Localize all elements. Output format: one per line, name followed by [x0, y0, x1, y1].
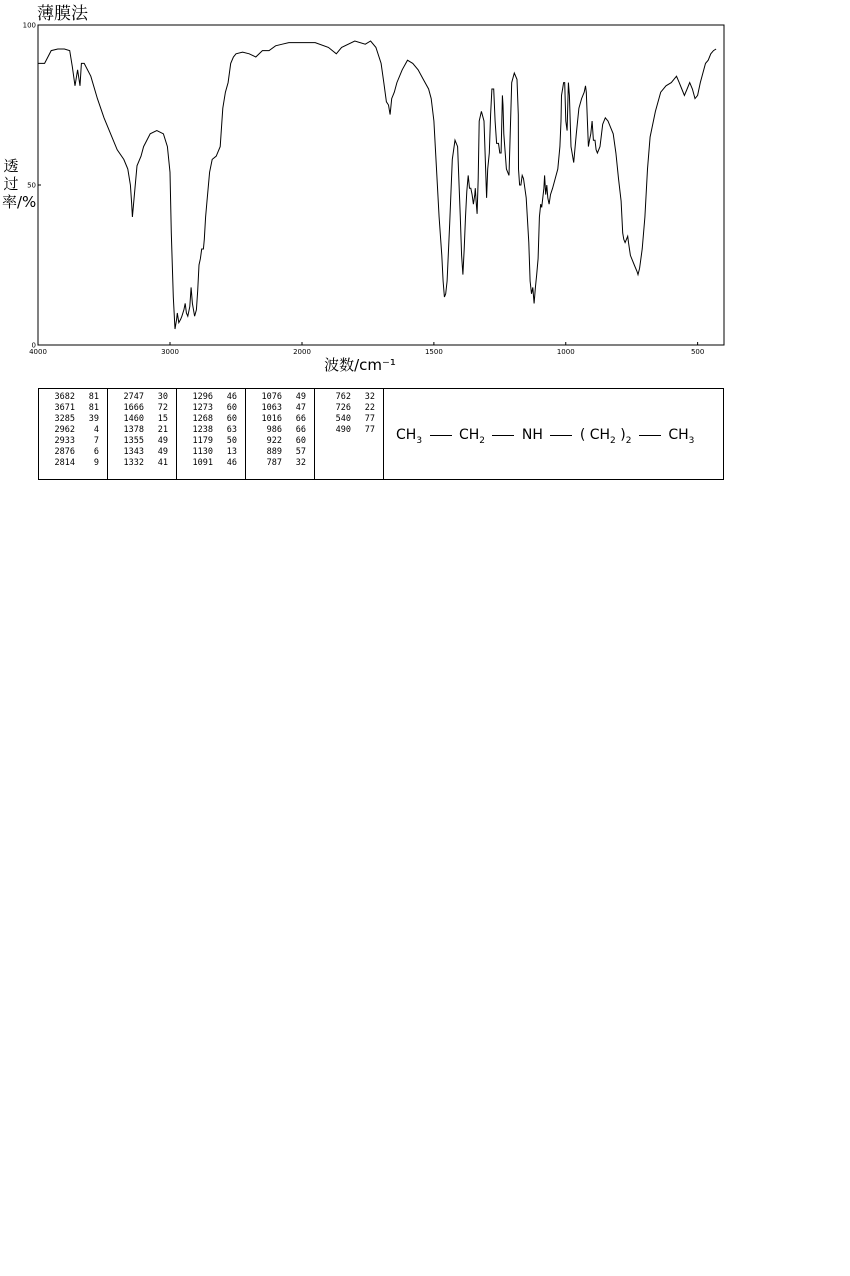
bond-line — [492, 435, 514, 436]
peak-transmittance: 15 — [157, 414, 168, 424]
peak-wavenumber: 1130 — [192, 447, 213, 457]
peak-transmittance: 77 — [364, 414, 375, 424]
peak-transmittance: 6 — [93, 447, 99, 457]
peak-row — [246, 414, 314, 425]
peak-wavenumber: 1332 — [123, 458, 144, 468]
peak-row — [177, 436, 245, 447]
peak-column — [177, 389, 246, 479]
peak-transmittance: 66 — [295, 425, 306, 435]
methylene-group: $CH_2$ — [458, 427, 485, 446]
peak-row — [177, 458, 245, 469]
peak-row — [246, 403, 314, 414]
peak-transmittance: 39 — [88, 414, 99, 424]
peak-row — [177, 403, 245, 414]
peak-row — [246, 447, 314, 458]
peak-wavenumber: 2933 — [54, 436, 75, 446]
peak-row — [39, 425, 107, 436]
peak-row — [246, 436, 314, 447]
peak-transmittance: 49 — [157, 436, 168, 446]
peak-wavenumber: 1016 — [261, 414, 282, 424]
method-label: 薄膜法 — [37, 4, 88, 24]
peak-row — [177, 414, 245, 425]
peak-column — [39, 389, 108, 479]
x-tick-label: 4000 — [29, 348, 47, 356]
peak-transmittance: 7 — [93, 436, 99, 446]
ir-spectrum-chart — [0, 0, 850, 380]
methyl-group: $CH_3$ — [396, 427, 423, 446]
peak-row — [177, 425, 245, 436]
peak-transmittance: 60 — [226, 403, 237, 413]
peak-row — [246, 392, 314, 403]
peak-row — [177, 392, 245, 403]
peak-wavenumber: 787 — [266, 458, 282, 468]
peak-table — [38, 388, 724, 480]
peak-row — [315, 403, 383, 414]
terminal-methyl-group: $CH_3$ — [668, 427, 695, 446]
peak-wavenumber: 1296 — [192, 392, 213, 402]
x-tick-label: 2000 — [293, 348, 311, 356]
peak-transmittance: 72 — [157, 403, 168, 413]
peak-transmittance: 46 — [226, 458, 237, 468]
bond-line — [550, 435, 572, 436]
peak-transmittance: 49 — [157, 447, 168, 457]
peak-transmittance: 60 — [226, 414, 237, 424]
peak-wavenumber: 540 — [335, 414, 351, 424]
peak-row — [39, 414, 107, 425]
peak-transmittance: 9 — [93, 458, 99, 468]
peak-wavenumber: 889 — [266, 447, 282, 457]
peak-row — [108, 403, 176, 414]
peak-wavenumber: 1179 — [192, 436, 213, 446]
peak-column — [108, 389, 177, 479]
propylene-chain: ( $CH_2$ )$_2$ — [579, 427, 632, 446]
peak-wavenumber: 1343 — [123, 447, 144, 457]
y-axis-label: 透过率/% — [2, 157, 37, 211]
y-tick-label: 50 — [27, 181, 36, 190]
peak-row — [39, 458, 107, 469]
peak-column — [315, 389, 384, 479]
peak-wavenumber: 1378 — [123, 425, 144, 435]
peak-wavenumber: 3682 — [54, 392, 75, 402]
peak-row — [108, 392, 176, 403]
peak-row — [177, 447, 245, 458]
peak-transmittance: 60 — [295, 436, 306, 446]
peak-wavenumber: 1091 — [192, 458, 213, 468]
peak-wavenumber: 3671 — [54, 403, 75, 413]
peak-transmittance: 4 — [93, 425, 99, 435]
peak-row — [108, 447, 176, 458]
x-tick-label: 1500 — [424, 348, 443, 356]
peak-transmittance: 46 — [226, 392, 237, 402]
peak-row — [246, 425, 314, 436]
transmittance-series-line — [38, 41, 716, 329]
peak-wavenumber: 2747 — [123, 392, 144, 402]
peak-column — [246, 389, 315, 479]
peak-transmittance: 63 — [226, 425, 237, 435]
peak-wavenumber: 2876 — [54, 447, 75, 457]
peak-row — [246, 458, 314, 469]
peak-transmittance: 32 — [364, 392, 375, 402]
peak-transmittance: 32 — [295, 458, 306, 468]
peak-row — [315, 425, 383, 436]
peak-transmittance: 22 — [364, 403, 375, 413]
peak-wavenumber: 490 — [335, 425, 351, 435]
peak-wavenumber: 986 — [266, 425, 282, 435]
peak-transmittance: 49 — [295, 392, 306, 402]
plot-frame — [38, 25, 724, 345]
bond-line — [639, 435, 661, 436]
peak-transmittance: 77 — [364, 425, 375, 435]
peak-row — [39, 436, 107, 447]
peak-wavenumber: 1273 — [192, 403, 213, 413]
structure-cell — [384, 389, 723, 479]
x-tick-label: 500 — [690, 348, 705, 356]
peak-wavenumber: 2962 — [54, 425, 75, 435]
peak-wavenumber: 2814 — [54, 458, 75, 468]
peak-transmittance: 81 — [88, 392, 99, 402]
peak-wavenumber: 726 — [335, 403, 351, 413]
peak-transmittance: 66 — [295, 414, 306, 424]
bond-line — [430, 435, 452, 436]
peak-transmittance: 21 — [157, 425, 168, 435]
peak-row — [108, 458, 176, 469]
y-tick-label: 0 — [31, 341, 36, 350]
peak-transmittance: 81 — [88, 403, 99, 413]
peak-wavenumber: 1268 — [192, 414, 213, 424]
peak-row — [39, 403, 107, 414]
peak-transmittance: 13 — [226, 447, 237, 457]
amine-group: NH — [521, 427, 543, 443]
peak-wavenumber: 922 — [266, 436, 282, 446]
structural-formula — [396, 427, 694, 446]
y-tick-label: 100 — [22, 21, 36, 30]
x-tick-label: 3000 — [161, 348, 179, 356]
peak-wavenumber: 1355 — [123, 436, 144, 446]
peak-row — [315, 414, 383, 425]
peak-wavenumber: 3285 — [54, 414, 75, 424]
peak-transmittance: 30 — [157, 392, 168, 402]
peak-wavenumber: 1238 — [192, 425, 213, 435]
peak-wavenumber: 1063 — [261, 403, 282, 413]
x-axis-label: 波数/cm⁻¹ — [324, 356, 396, 374]
peak-wavenumber: 1666 — [123, 403, 144, 413]
peak-row — [315, 392, 383, 403]
peak-row — [108, 414, 176, 425]
peak-row — [108, 436, 176, 447]
peak-transmittance: 57 — [295, 447, 306, 457]
peak-wavenumber: 1460 — [123, 414, 144, 424]
x-tick-label: 1000 — [556, 348, 575, 356]
peak-row — [39, 392, 107, 403]
peak-wavenumber: 762 — [335, 392, 351, 402]
peak-transmittance: 50 — [226, 436, 237, 446]
peak-row — [39, 447, 107, 458]
peak-row — [108, 425, 176, 436]
peak-transmittance: 41 — [157, 458, 168, 468]
peak-wavenumber: 1076 — [261, 392, 282, 402]
peak-transmittance: 47 — [295, 403, 306, 413]
